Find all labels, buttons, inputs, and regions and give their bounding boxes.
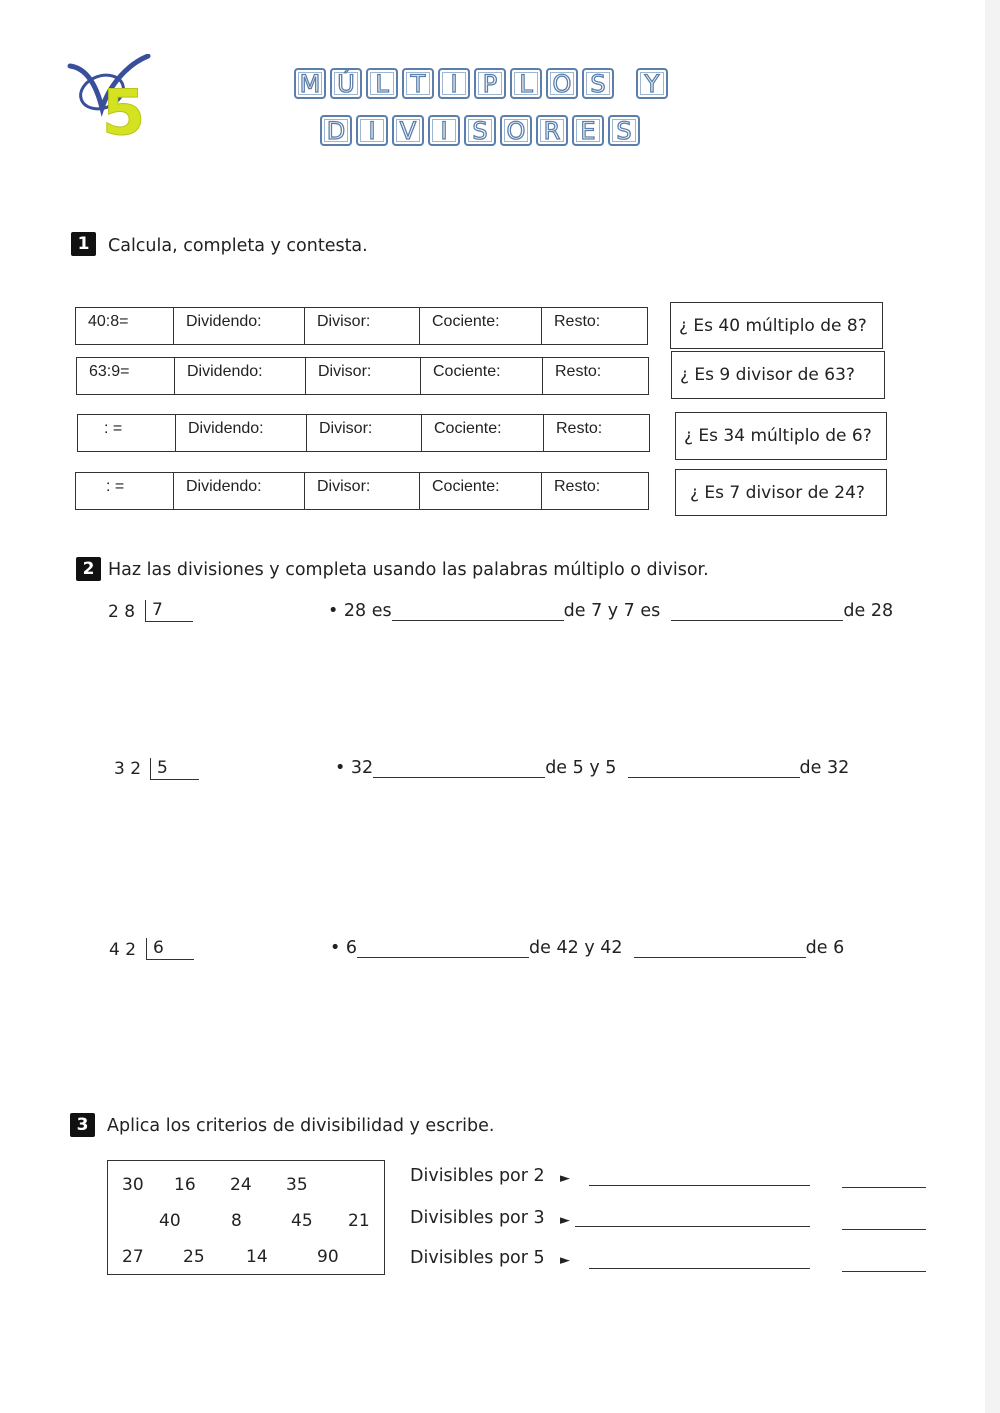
title-letter-tile: P — [474, 68, 506, 99]
resto-cell[interactable]: Resto: — [556, 420, 603, 437]
dividendo-cell[interactable]: Dividendo: — [174, 473, 305, 509]
dividendo-cell[interactable]: Dividendo: — [176, 415, 307, 451]
section-1-instruction: Calcula, completa y contesta. — [108, 236, 368, 256]
number-item: 25 — [183, 1247, 205, 1267]
answer-line-short[interactable] — [842, 1229, 926, 1230]
section-1-number: 1 — [71, 232, 96, 256]
division-row — [76, 357, 649, 395]
sentence-post: de 32 — [799, 758, 850, 778]
title-letter-tile: Ú — [330, 68, 362, 99]
sentence — [335, 758, 849, 778]
criterion-label-3: Divisibles por 3 — [410, 1208, 545, 1228]
answer-blank[interactable] — [373, 759, 545, 778]
cociente-cell[interactable]: Cociente: — [420, 473, 542, 509]
division-bracket: 6 — [146, 938, 194, 960]
number-item: 27 — [122, 1247, 144, 1267]
answer-line[interactable] — [589, 1268, 810, 1269]
cociente-cell[interactable]: Cociente: — [420, 308, 542, 344]
title-line-1 — [294, 68, 668, 99]
divisor-cell[interactable]: Divisor: — [307, 415, 422, 451]
divisor-cell[interactable]: Divisor: — [305, 473, 420, 509]
title-letter-tile: T — [402, 68, 434, 99]
question-box[interactable]: ¿ Es 40 múltiplo de 8? — [670, 302, 883, 349]
logo-icon — [66, 54, 156, 140]
answer-blank[interactable] — [357, 939, 529, 958]
divisor-cell[interactable]: Divisor: — [306, 358, 421, 394]
bullet: • — [335, 758, 346, 778]
answer-line[interactable] — [575, 1226, 810, 1227]
title-letter-tile: I — [438, 68, 470, 99]
dividendo-cell[interactable]: Dividendo: — [174, 308, 305, 344]
sentence-post: de 6 — [805, 938, 845, 958]
number-item: 30 — [122, 1175, 144, 1195]
number-item: 40 — [159, 1211, 181, 1231]
criterion-label-2: Divisibles por 2 — [410, 1166, 545, 1186]
operation-cell[interactable]: : = — [78, 415, 176, 451]
title-letter-tile: O — [546, 68, 578, 99]
operation-cell[interactable]: : = — [76, 473, 174, 509]
resto-cell[interactable]: Resto: — [554, 478, 601, 495]
resto-cell[interactable]: Resto: — [554, 313, 601, 330]
answer-blank[interactable] — [634, 939, 806, 958]
answer-blank[interactable] — [628, 759, 800, 778]
division-row — [77, 414, 650, 452]
answer-line-short[interactable] — [842, 1187, 926, 1188]
numbers-box — [107, 1160, 385, 1275]
division-row — [75, 472, 649, 510]
title-letter-tile: I — [356, 115, 388, 146]
sentence-pre: 28 es — [343, 601, 392, 621]
division-bracket: 7 — [145, 600, 193, 622]
title-letter-tile: I — [428, 115, 460, 146]
sentence — [330, 938, 844, 958]
arrow-right-icon: ► — [560, 1253, 570, 1268]
bullet: • — [330, 938, 341, 958]
division-row — [75, 307, 648, 345]
logo-number: 5 — [102, 76, 146, 140]
number-item: 35 — [286, 1175, 308, 1195]
arrow-right-icon: ► — [560, 1171, 570, 1186]
title-letter-tile: Y — [636, 68, 668, 99]
title-letter-tile: R — [536, 115, 568, 146]
answer-blank[interactable] — [671, 602, 843, 621]
dividend: 4 2 — [109, 940, 137, 960]
bullet: • — [328, 601, 339, 621]
sentence-mid: de 42 y 42 — [529, 938, 623, 958]
title-letter-tile: M — [294, 68, 326, 99]
sentence — [328, 601, 893, 621]
section-2-instruction: Haz las divisiones y completa usando las palabras múltiplo o divisor. — [108, 560, 709, 580]
arrow-right-icon: ► — [560, 1213, 570, 1228]
answer-line[interactable] — [589, 1185, 810, 1186]
number-item: 21 — [348, 1211, 370, 1231]
number-item: 16 — [174, 1175, 196, 1195]
title-letter-tile: O — [500, 115, 532, 146]
title-line-2 — [320, 115, 640, 146]
page-edge — [985, 0, 1000, 1413]
division-bracket: 5 — [150, 758, 199, 780]
sentence-pre: 6 — [345, 938, 358, 958]
title-letter-tile: L — [510, 68, 542, 99]
sentence-mid: de 7 y 7 es — [563, 601, 661, 621]
answer-blank[interactable] — [392, 602, 564, 621]
number-item: 90 — [317, 1247, 339, 1267]
sentence-pre: 32 — [350, 758, 374, 778]
title-letter-tile: S — [582, 68, 614, 99]
answer-line-short[interactable] — [842, 1271, 926, 1272]
sentence-mid: de 5 y 5 — [545, 758, 617, 778]
section-2-number: 2 — [76, 557, 101, 581]
cociente-cell[interactable]: Cociente: — [422, 415, 544, 451]
section-3-number: 3 — [70, 1113, 95, 1137]
title-letter-tile: S — [608, 115, 640, 146]
number-item: 24 — [230, 1175, 252, 1195]
title-letter-tile: D — [320, 115, 352, 146]
section-3-instruction: Aplica los criterios de divisibilidad y escribe. — [107, 1116, 495, 1136]
title-letter-tile: E — [572, 115, 604, 146]
title-letter-tile: L — [366, 68, 398, 99]
title-letter-tile: S — [464, 115, 496, 146]
cociente-cell[interactable]: Cociente: — [421, 358, 543, 394]
operation-cell[interactable]: 63:9= — [77, 358, 175, 394]
divisor-cell[interactable]: Divisor: — [305, 308, 420, 344]
title-letter-tile: V — [392, 115, 424, 146]
dividendo-cell[interactable]: Dividendo: — [175, 358, 306, 394]
resto-cell[interactable]: Resto: — [555, 363, 602, 380]
number-item: 45 — [291, 1211, 313, 1231]
number-item: 14 — [246, 1247, 268, 1267]
question-box[interactable]: ¿ Es 9 divisor de 63? — [671, 351, 885, 399]
dividend: 3 2 — [114, 759, 142, 779]
operation-cell[interactable]: 40:8= — [76, 308, 174, 344]
question-box[interactable]: ¿ Es 34 múltiplo de 6? — [675, 412, 887, 460]
sentence-post: de 28 — [843, 601, 894, 621]
number-item: 8 — [231, 1211, 242, 1231]
criterion-label-5: Divisibles por 5 — [410, 1248, 545, 1268]
dividend: 2 8 — [108, 602, 136, 622]
question-box[interactable]: ¿ Es 7 divisor de 24? — [675, 469, 887, 516]
